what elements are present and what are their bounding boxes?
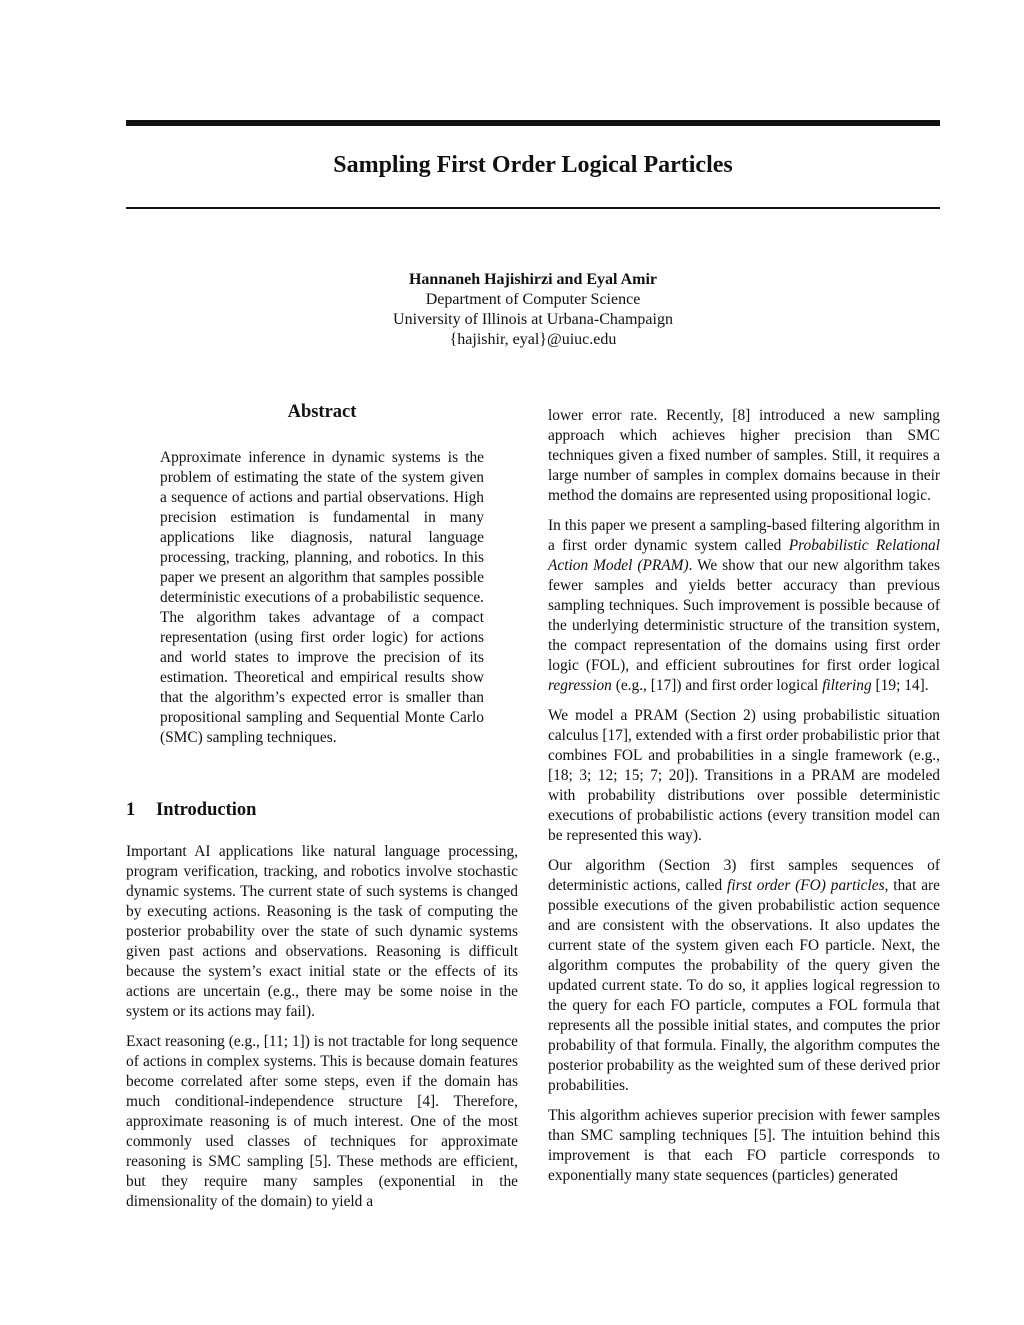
abstract-text: Approximate inference in dynamic systems is the problem of estimating the state of the system given a sequence of actions and partial observations. High precision estimation is fundamental in many applications like diagnosis, natural language processing, tracking, planning, and robotics. In this paper we present an algorithm that samples possible deterministic executions of a probabilistic sequence. The algorithm takes advantage of a compact representation (using first order logic) for actions and world states to improve the precision of its estimation. Theoretical and empirical results show that the algorithm’s expected error is smaller than propositional sampling and Sequential Monte Carlo (SMC) sampling techniques. (160, 449, 484, 746)
right-paragraph-3: We model a PRAM (Section 2) using probabilistic situation calculus [17], extended with a first order probabilistic prior that combines FOL and probabilities in a single framework (e.g., [18; 3; 12; 15; 7; 20]). Transitions in a PRAM are modeled with probability distributions over possible deterministic executions of probabilistic actions (every transition model can be represented this way). (548, 707, 940, 844)
right-paragraph-4 (548, 856, 940, 1096)
left-column (126, 400, 518, 1222)
intro-paragraph-1: Important AI applications like natural language processing, program verification, tracking, and robotics involve stochastic dynamic systems. The current state of such systems is changed by executing actions. Reasoning is the task of computing the posterior probability over the state of such dynamic systems given past actions and observations. Reasoning is difficult because the system’s exact initial state or the effects of its actions are uncertain (e.g., there may be some noise in the system or its actions may fail). (126, 843, 518, 1020)
title-rule-bottom (126, 207, 940, 209)
text-run: , that are possible executions of the given probabilistic action sequence and are consistent with the observations. It also updates the current state of the system given each FO particle. Next, the algorithm computes the probability of the query given the updated current state. To do so, it applies logical regression to the query for each FO particle, computes a FOL formula that represents all the possible initial states, and computes the prior probability of that formula. Finally, the algorithm computes the posterior probability as the weighted sum of these derived prior probabilities. (548, 877, 941, 1094)
section-heading-introduction (126, 798, 518, 822)
author-block (126, 270, 940, 350)
text-run: . We show that our new algorithm takes fewer samples and yields better accuracy than previous sampling techniques. Such improvement is possible because of the underlying deterministic structure of the transition system, the compact representation of the domains using first order logic (FOL), and efficient subroutines for first order logical (548, 557, 940, 674)
author-names: Hannaneh Hajishirzi and Eyal Amir (408, 271, 658, 288)
author-email: {hajishir, eyal}@uiuc.edu (449, 331, 617, 348)
right-paragraph-1: lower error rate. Recently, [8] introduced a new sampling approach which achieves higher precision than SMC techniques given a fixed number of samples. Still, it requires a large number of samples in complex domains because in their method the domains are represented using propositional logic. (548, 407, 940, 504)
text-run: (e.g., [17]) and first order logical (611, 677, 823, 694)
section-number: 1 (126, 800, 136, 820)
intro-paragraph-2: Exact reasoning (e.g., [11; 1]) is not tractable for long sequence of actions in complex systems. This is because domain features become correlated after some steps, even if the domain has much conditional-independence structure [4]. Therefore, approximate reasoning is of much interest. One of the most commonly used classes of techniques for approximate reasoning is SMC sampling [5]. These methods are efficient, but they require many samples (exponential in the dimensionality of the domain) to yield a (126, 1033, 518, 1210)
emphasis-filtering: filtering (822, 677, 872, 694)
text-run: Our algorithm (Section 3) first samples sequences of deterministic actions, called (548, 857, 940, 894)
emphasis-fo-particles: first order (FO) particles (727, 877, 885, 894)
emphasis-pram: Probabilistic Relational Action Model (PRAM) (548, 537, 940, 574)
emphasis-regression: regression (548, 677, 612, 694)
author-university: University of Illinois at Urbana-Champaign (393, 311, 673, 328)
section-title: Introduction (156, 800, 257, 820)
title-rule-top (126, 120, 940, 126)
text-run: [19; 14]. (871, 677, 929, 694)
abstract-heading: Abstract (287, 402, 357, 422)
right-paragraph-5: This algorithm achieves superior precision with fewer samples than SMC sampling techniques [5]. The intuition behind this improvement is that each FO particle corresponds to exponentially many state sequences (particles) generated (548, 1107, 940, 1184)
paper-title: Sampling First Order Logical Particles (333, 152, 733, 178)
text-run: In this paper we present a sampling-based filtering algorithm in a first order dynamic system called (548, 517, 940, 554)
author-department: Department of Computer Science (425, 291, 641, 308)
right-paragraph-2 (548, 516, 940, 696)
right-column (548, 406, 940, 1196)
